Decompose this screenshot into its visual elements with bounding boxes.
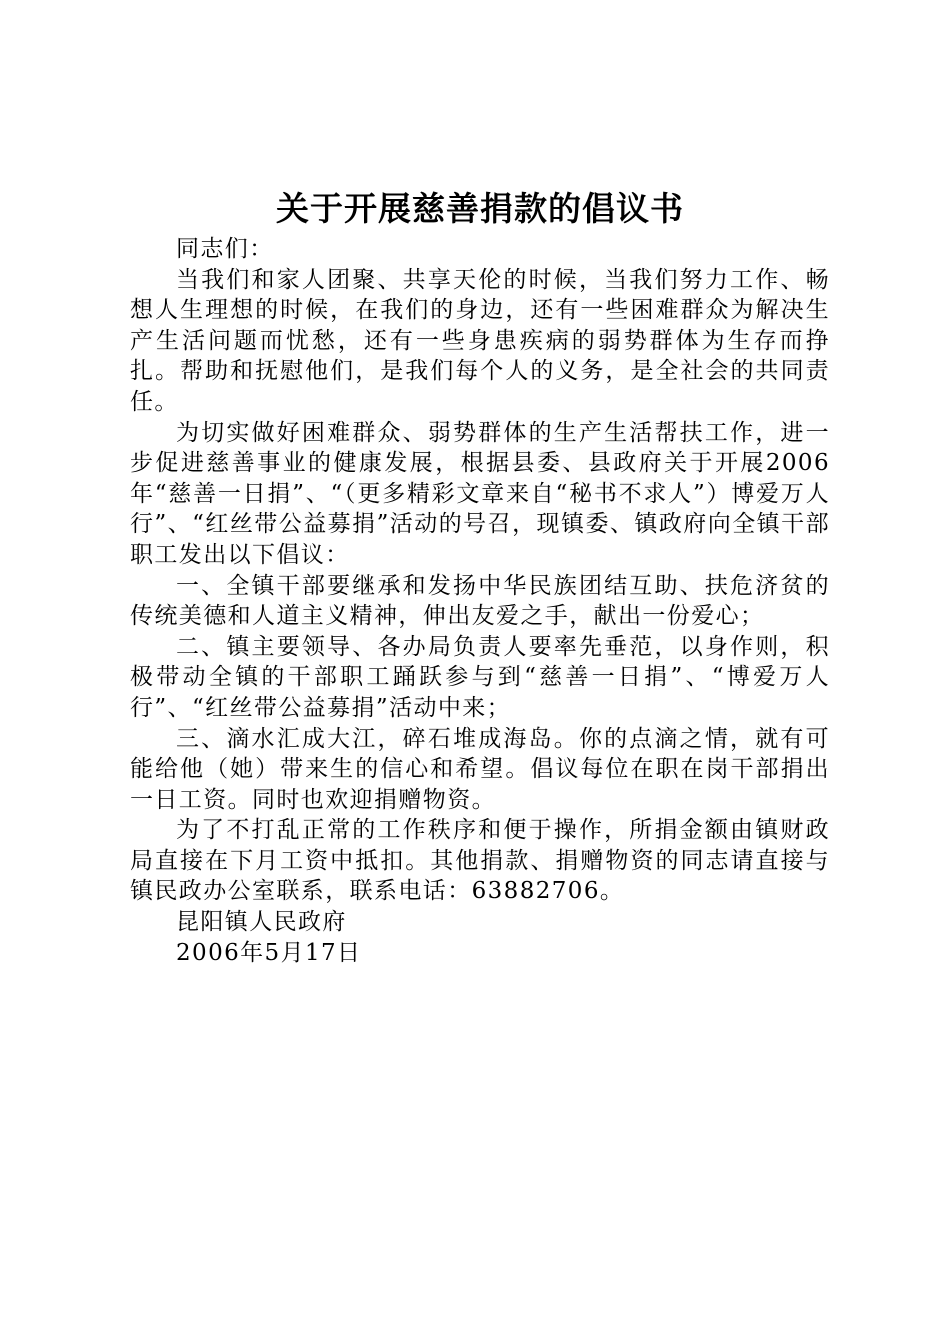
- document-body: [130, 234, 830, 968]
- signature: 昆阳镇人民政府: [176, 909, 347, 936]
- paragraph-item-2: 二、镇主要领导、各办局负责人要率先垂范，以身作则，积极带动全镇的干部职工踊跃参与到“慈善一日捐”、“博爱万人行”、“红丝带公益募捐”活动中来；: [130, 633, 830, 721]
- paragraph-donation-method: 为了不打乱正常的工作秩序和便于操作，所捐金额由镇财政局直接在下月工资中抵扣。其他捐款、捐赠物资的同志请直接与镇民政办公室联系，联系电话：63882706。: [130, 817, 830, 905]
- paragraph-item-3: 三、滴水汇成大江，碎石堆成海岛。你的点滴之情，就有可能给他（她）带来生的信心和希望。倡议每位在职在岗干部捐出一日工资。同时也欢迎捐赠物资。: [130, 725, 830, 813]
- paragraph-intro: 当我们和家人团聚、共享天伦的时候，当我们努力工作、畅想人生理想的时候，在我们的身边，还有一些困难群众为解决生产生活问题而忧愁，还有一些身患疾病的弱势群体为生存而挣扎。帮助和抚慰他们，是我们每个人的义务，是全社会的共同责任。: [130, 266, 830, 415]
- paragraph-proposal: 为切实做好困难群众、弱势群体的生产生活帮扶工作，进一步促进慈善事业的健康发展，根据县委、县政府关于开展2006年“慈善一日捐”、“（更多精彩文章来自“秘书不求人”）博爱万人行”、“红丝带公益募捐”活动的号召，现镇委、镇政府向全镇干部职工发出以下倡议：: [130, 419, 830, 568]
- date: 2006年5月17日: [176, 939, 362, 966]
- salutation: 同志们：: [176, 236, 274, 262]
- paragraph-item-1: 一、全镇干部要继承和发扬中华民族团结互助、扶危济贫的传统美德和人道主义精神，伸出友爱之手，献出一份爱心；: [130, 572, 830, 630]
- document-title: 关于开展慈善捐款的倡议书: [276, 189, 684, 228]
